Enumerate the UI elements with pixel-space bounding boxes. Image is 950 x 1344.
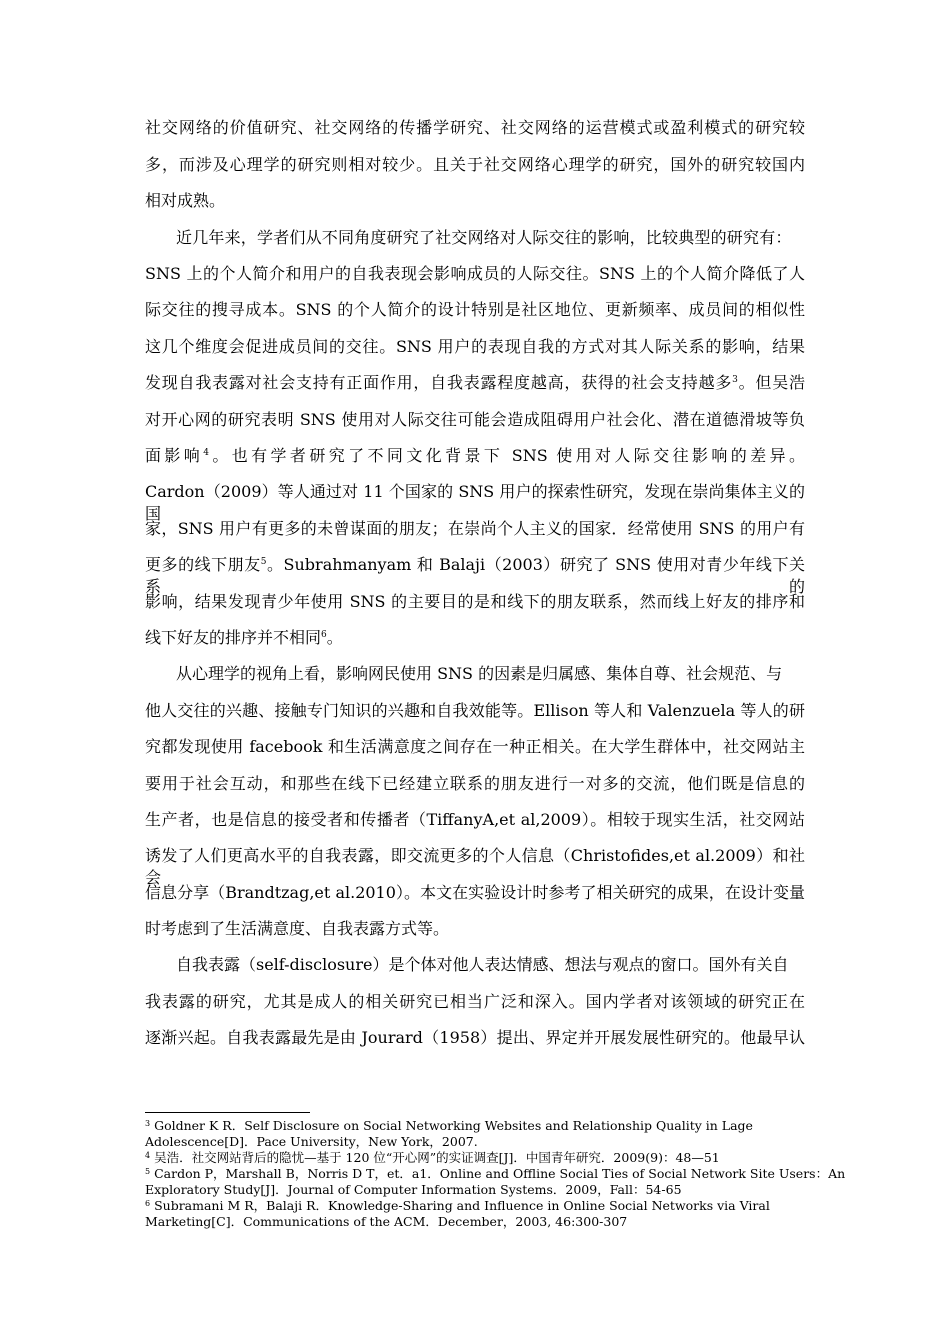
footnote-number: 4: [145, 1151, 151, 1160]
body-line: 我表露的研究，尤其是成人的相关研究已相当广泛和深入。国内学者对该领域的研究正在: [145, 992, 805, 1011]
footnote-6: [145, 1198, 770, 1214]
body-line: 要用于社会互动，和那些在线下已经建立联系的朋友进行一对多的交流，他们既是信息的: [145, 774, 805, 793]
text: 。: [326, 628, 343, 647]
text: 线下好友的排序并不相同: [145, 628, 322, 647]
text: 。也有学者研究了不同文化背景下 SNS 使用对人际交往影响的差异。: [208, 446, 805, 465]
footnote-marker: 3: [732, 375, 738, 385]
footnote-5: [145, 1166, 845, 1182]
text: 面影响: [145, 446, 204, 465]
text: 。Subrahmanyam 和 Balaji（2003）研究了 SNS 使用对青少年线下关系的: [145, 555, 805, 596]
body-line: 家，SNS 用户有更多的未曾谋面的朋友；在崇尚个人主义的国家．经常使用 SNS 的用户有: [145, 519, 805, 538]
body-line-with-note: [145, 627, 343, 649]
paragraph-first-line: 自我表露（self-disclosure）是个体对他人表达情感、想法与观点的窗口。国外有关自: [176, 955, 789, 974]
footnote-number: 5: [145, 1167, 151, 1176]
footnote-number: 3: [145, 1119, 151, 1128]
paragraph-first-line: 从心理学的视角上看，影响网民使用 SNS 的因素是归属感、集体自尊、社会规范、与: [176, 664, 783, 683]
body-line: SNS 上的个人简介和用户的自我表现会影响成员的人际交往。SNS 上的个人简介降低了人: [145, 264, 805, 283]
body-line: 影响，结果发现青少年使用 SNS 的主要目的是和线下的朋友联系，然而线上好友的排序和: [145, 592, 805, 611]
footnote-text: Subramani M R，Balaji R．Knowledge-Sharing and Influence in Online Social Networks via Viral: [154, 1198, 770, 1213]
footnote-5-continued: Exploratory Study[J]．Journal of Computer Information Systems．2009，Fall：54-65: [145, 1182, 682, 1197]
footnote-text: Goldner K R．Self Disclosure on Social Networking Websites and Relationship Quality in Lage: [154, 1118, 753, 1133]
footnote-text: Cardon P，Marshall B，Norris D T，et．a1．Online and Offline Social Ties of Social Network Site Users：An: [154, 1166, 846, 1181]
footnote-marker: 6: [321, 630, 327, 640]
body-line: 时考虑到了生活满意度、自我表露方式等。: [145, 919, 450, 938]
body-line: 他人交往的兴趣、接触专门知识的兴趣和自我效能等。Ellison 等人和 Valenzuela 等人的研: [145, 701, 805, 720]
footnote-6-continued: Marketing[C]．Communications of the ACM．December，2003, 46:300-307: [145, 1214, 628, 1229]
body-line: 诱发了人们更高水平的自我表露，即交流更多的个人信息（Christofides,et al.2009）和社会: [145, 846, 805, 887]
text: 发现自我表露对社会支持有正面作用，自我表露程度越高，获得的社会支持越多: [145, 373, 733, 392]
body-line-with-note: [145, 445, 805, 467]
footnote-3: [145, 1118, 753, 1134]
footnote-3-continued: Adolescence[D]．Pace University，New York，2007.: [145, 1134, 478, 1149]
body-line: 对开心网的研究表明 SNS 使用对人际交往可能会造成阻碍用户社会化、潜在道德滑坡等负: [145, 410, 805, 429]
body-line: 多，而涉及心理学的研究则相对较少。且关于社交网络心理学的研究，国外的研究较国内: [145, 155, 805, 174]
text: 。但吴浩: [737, 373, 805, 392]
footnote-marker: 5: [260, 557, 267, 567]
body-line: 逐渐兴起。自我表露最先是由 Jourard（1958）提出、界定并开展发展性研究的。他最早认: [145, 1028, 805, 1047]
body-line: 生产者，也是信息的接受者和传播者（TiffanyA,et al,2009）。相较于现实生活，社交网站: [145, 810, 805, 829]
footnote-marker: 4: [203, 448, 209, 458]
paragraph-first-line: 近几年来，学者们从不同角度研究了社交网络对人际交往的影响，比较典型的研究有：: [176, 228, 792, 247]
body-line: 这几个维度会促进成员间的交往。SNS 用户的表现自我的方式对其人际关系的影响，结果: [145, 337, 805, 356]
text: 更多的线下朋友: [145, 555, 261, 574]
body-line: 相对成熟。: [145, 191, 226, 210]
footnote-separator: [145, 1112, 310, 1113]
footnote-number: 6: [145, 1199, 151, 1208]
footnote-text: 吴浩．社交网站背后的隐忧—基于 120 位“开心网”的实证调查[J]．中国青年研究．2009(9)：48—51: [154, 1150, 720, 1165]
body-line: 社交网络的价值研究、社交网络的传播学研究、社交网络的运营模式或盈利模式的研究较: [145, 118, 805, 137]
body-line: 究都发现使用 facebook 和生活满意度之间存在一种正相关。在大学生群体中，社交网站主: [145, 737, 805, 756]
footnote-4: [145, 1150, 720, 1166]
body-line: 际交往的搜寻成本。SNS 的个人简介的设计特别是社区地位、更新频率、成员间的相似性: [145, 300, 805, 319]
body-line: 信息分享（Brandtzag,et al.2010）。本文在实验设计时参考了相关研究的成果，在设计变量: [145, 883, 805, 902]
body-line-with-note: [145, 372, 805, 394]
body-line: Cardon（2009）等人通过对 11 个国家的 SNS 用户的探索性研究，发现在崇尚集体主义的国: [145, 482, 805, 523]
